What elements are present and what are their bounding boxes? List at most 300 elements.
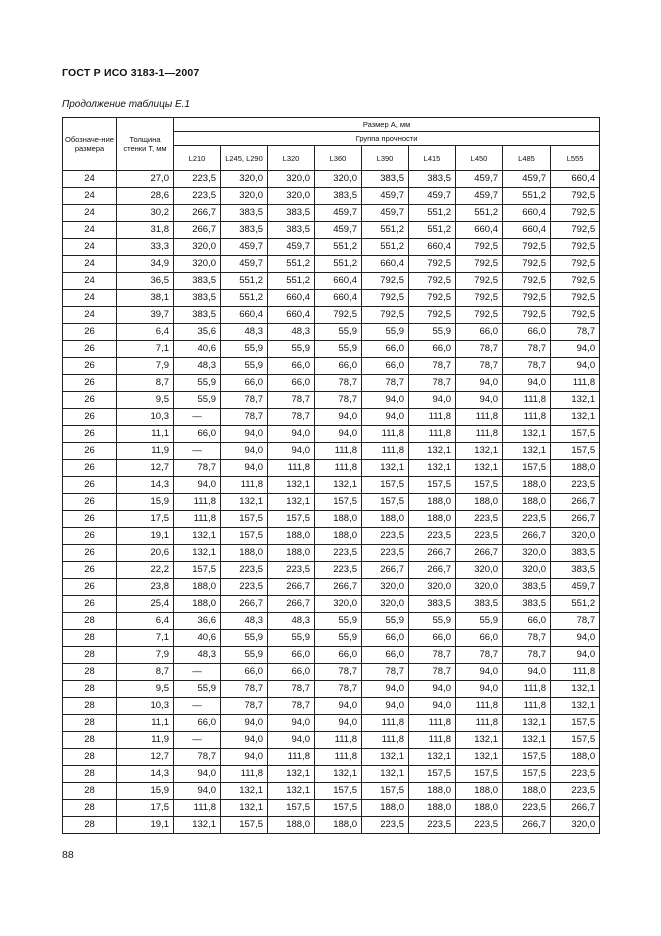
dimension-cell: 223,5	[174, 171, 221, 188]
dimension-cell: 55,9	[221, 358, 268, 375]
dimension-cell: 111,8	[409, 715, 456, 732]
dimension-cell: 94,0	[315, 698, 362, 715]
dimension-cell: 383,5	[268, 205, 315, 222]
wall-thickness-cell: 23,8	[117, 579, 174, 596]
dimension-cell: 223,5	[409, 817, 456, 834]
dimension-cell: 55,9	[409, 324, 456, 341]
header-strength-group: Группа прочности	[174, 132, 600, 146]
dimension-cell: 66,0	[268, 358, 315, 375]
dimension-cell: 132,1	[456, 443, 503, 460]
dimension-cell: 66,0	[362, 358, 409, 375]
table-body	[63, 171, 600, 834]
dimension-cell: 94,0	[174, 783, 221, 800]
dimension-cell: 551,2	[551, 596, 600, 613]
dimension-cell: —	[174, 698, 221, 715]
dimension-cell: 792,5	[315, 307, 362, 324]
dimension-cell: 111,8	[362, 732, 409, 749]
dimension-cell: 66,0	[315, 358, 362, 375]
dimension-cell: 94,0	[551, 341, 600, 358]
dimension-cell: 78,7	[551, 324, 600, 341]
dimension-cell: 459,7	[315, 205, 362, 222]
dimension-cell: 55,9	[456, 613, 503, 630]
dimension-cell: 157,5	[174, 562, 221, 579]
dimension-cell: 792,5	[551, 239, 600, 256]
dimension-cell: 792,5	[551, 205, 600, 222]
dimension-cell: 551,2	[362, 239, 409, 256]
dimension-cell: 132,1	[268, 766, 315, 783]
dimension-cell: 188,0	[551, 460, 600, 477]
dimension-cell: —	[174, 409, 221, 426]
dimension-cell: 94,0	[315, 409, 362, 426]
dimension-cell: 132,1	[503, 715, 551, 732]
dimension-cell: 157,5	[221, 511, 268, 528]
size-designation-cell: 26	[63, 375, 117, 392]
dimension-cell: 383,5	[409, 171, 456, 188]
wall-thickness-cell: 11,1	[117, 715, 174, 732]
size-designation-cell: 26	[63, 477, 117, 494]
dimension-cell: 551,2	[221, 273, 268, 290]
dimension-cell: 94,0	[315, 426, 362, 443]
table-row	[63, 392, 600, 409]
dimension-cell: 188,0	[268, 545, 315, 562]
dimension-cell: 792,5	[456, 290, 503, 307]
table-row	[63, 596, 600, 613]
dimension-cell: 223,5	[551, 783, 600, 800]
size-designation-cell: 26	[63, 341, 117, 358]
dimension-cell: 223,5	[503, 800, 551, 817]
table-row	[63, 290, 600, 307]
dimension-cell: 792,5	[551, 273, 600, 290]
dimension-cell: 660,4	[362, 256, 409, 273]
dimension-cell: 78,7	[268, 681, 315, 698]
table-row	[63, 358, 600, 375]
dimension-cell: 94,0	[315, 715, 362, 732]
dimension-cell: 111,8	[174, 800, 221, 817]
size-designation-cell: 28	[63, 630, 117, 647]
dimension-cell: 660,4	[503, 222, 551, 239]
wall-thickness-cell: 11,9	[117, 443, 174, 460]
dimension-cell: 320,0	[362, 579, 409, 596]
dimension-cell: 94,0	[268, 443, 315, 460]
table-row	[63, 324, 600, 341]
size-table	[62, 117, 600, 834]
dimension-cell: 94,0	[268, 426, 315, 443]
dimension-cell: 111,8	[456, 409, 503, 426]
dimension-cell: 320,0	[268, 188, 315, 205]
dimension-cell: 223,5	[174, 188, 221, 205]
dimension-cell: 94,0	[221, 460, 268, 477]
wall-thickness-cell: 30,2	[117, 205, 174, 222]
dimension-cell: 132,1	[174, 528, 221, 545]
wall-thickness-cell: 39,7	[117, 307, 174, 324]
grade-header: L415	[409, 146, 456, 171]
dimension-cell: 223,5	[503, 511, 551, 528]
dimension-cell: 223,5	[551, 766, 600, 783]
dimension-cell: 266,7	[551, 494, 600, 511]
page-number: 88	[62, 849, 74, 861]
dimension-cell: 111,8	[551, 375, 600, 392]
dimension-cell: 94,0	[174, 766, 221, 783]
dimension-cell: 320,0	[221, 171, 268, 188]
dimension-cell: 266,7	[268, 596, 315, 613]
dimension-cell: 223,5	[362, 528, 409, 545]
dimension-cell: 111,8	[315, 460, 362, 477]
dimension-cell: 223,5	[268, 562, 315, 579]
dimension-cell: 111,8	[503, 681, 551, 698]
dimension-cell: 132,1	[221, 494, 268, 511]
wall-thickness-cell: 8,7	[117, 375, 174, 392]
size-designation-cell: 26	[63, 528, 117, 545]
dimension-cell: 383,5	[456, 596, 503, 613]
dimension-cell: 383,5	[362, 171, 409, 188]
dimension-cell: 792,5	[503, 290, 551, 307]
dimension-cell: 66,0	[503, 613, 551, 630]
table-row	[63, 647, 600, 664]
dimension-cell: 383,5	[174, 290, 221, 307]
dimension-cell: 78,7	[409, 664, 456, 681]
dimension-cell: 188,0	[174, 596, 221, 613]
dimension-cell: 132,1	[221, 783, 268, 800]
dimension-cell: 320,0	[456, 579, 503, 596]
dimension-cell: 66,0	[268, 664, 315, 681]
dimension-cell: 132,1	[551, 392, 600, 409]
dimension-cell: 132,1	[268, 477, 315, 494]
dimension-cell: 78,7	[174, 749, 221, 766]
dimension-cell: 188,0	[456, 783, 503, 800]
table-row	[63, 783, 600, 800]
dimension-cell: 792,5	[503, 307, 551, 324]
dimension-cell: 157,5	[409, 477, 456, 494]
wall-thickness-cell: 10,3	[117, 409, 174, 426]
dimension-cell: 188,0	[268, 528, 315, 545]
dimension-cell: 132,1	[315, 477, 362, 494]
dimension-cell: 111,8	[221, 477, 268, 494]
dimension-cell: 55,9	[221, 647, 268, 664]
dimension-cell: 792,5	[409, 273, 456, 290]
dimension-cell: 48,3	[221, 324, 268, 341]
size-designation-cell: 28	[63, 800, 117, 817]
size-designation-cell: 26	[63, 443, 117, 460]
table-caption: Продолжение таблицы Е.1	[62, 99, 190, 110]
dimension-cell: 111,8	[362, 443, 409, 460]
size-designation-cell: 28	[63, 817, 117, 834]
dimension-cell: 132,1	[362, 749, 409, 766]
dimension-cell: 132,1	[268, 783, 315, 800]
dimension-cell: 132,1	[268, 494, 315, 511]
dimension-cell: 94,0	[268, 715, 315, 732]
size-designation-cell: 28	[63, 698, 117, 715]
dimension-cell: 188,0	[456, 494, 503, 511]
wall-thickness-cell: 15,9	[117, 783, 174, 800]
dimension-cell: 111,8	[456, 426, 503, 443]
dimension-cell: 551,2	[315, 239, 362, 256]
dimension-cell: 111,8	[268, 460, 315, 477]
dimension-cell: 459,7	[456, 171, 503, 188]
dimension-cell: 157,5	[456, 766, 503, 783]
wall-thickness-cell: 36,5	[117, 273, 174, 290]
dimension-cell: 66,0	[268, 647, 315, 664]
dimension-cell: 551,2	[503, 188, 551, 205]
dimension-cell: 459,7	[551, 579, 600, 596]
dimension-cell: 792,5	[551, 222, 600, 239]
size-designation-cell: 26	[63, 545, 117, 562]
dimension-cell: 111,8	[503, 409, 551, 426]
dimension-cell: 66,0	[268, 375, 315, 392]
dimension-cell: 320,0	[362, 596, 409, 613]
table-row	[63, 528, 600, 545]
size-designation-cell: 26	[63, 494, 117, 511]
dimension-cell: 78,7	[503, 358, 551, 375]
dimension-cell: 111,8	[409, 409, 456, 426]
dimension-cell: 55,9	[268, 341, 315, 358]
grade-header: L320	[268, 146, 315, 171]
dimension-cell: 459,7	[409, 188, 456, 205]
dimension-cell: 157,5	[551, 715, 600, 732]
dimension-cell: 78,7	[409, 358, 456, 375]
dimension-cell: 792,5	[362, 290, 409, 307]
table-row	[63, 341, 600, 358]
dimension-cell: 55,9	[362, 613, 409, 630]
dimension-cell: 157,5	[268, 511, 315, 528]
dimension-cell: 78,7	[315, 375, 362, 392]
wall-thickness-cell: 9,5	[117, 392, 174, 409]
table-row	[63, 494, 600, 511]
dimension-cell: 78,7	[409, 375, 456, 392]
grade-header: L245, L290	[221, 146, 268, 171]
dimension-cell: 223,5	[456, 528, 503, 545]
dimension-cell: 94,0	[456, 392, 503, 409]
size-designation-cell: 28	[63, 749, 117, 766]
table-row	[63, 460, 600, 477]
dimension-cell: 66,0	[409, 341, 456, 358]
dimension-cell: 223,5	[456, 817, 503, 834]
dimension-cell: 792,5	[551, 307, 600, 324]
dimension-cell: 459,7	[456, 188, 503, 205]
size-designation-cell: 28	[63, 664, 117, 681]
table-row	[63, 205, 600, 222]
dimension-cell: 551,2	[268, 256, 315, 273]
dimension-cell: 132,1	[456, 749, 503, 766]
dimension-cell: 157,5	[503, 749, 551, 766]
grade-header: L450	[456, 146, 503, 171]
dimension-cell: 383,5	[268, 222, 315, 239]
table-row	[63, 477, 600, 494]
dimension-cell: 78,7	[362, 375, 409, 392]
size-designation-cell: 26	[63, 392, 117, 409]
dimension-cell: 188,0	[268, 817, 315, 834]
dimension-cell: 78,7	[503, 630, 551, 647]
dimension-cell: 111,8	[221, 766, 268, 783]
dimension-cell: 188,0	[409, 783, 456, 800]
dimension-cell: 660,4	[268, 307, 315, 324]
dimension-cell: 132,1	[362, 460, 409, 477]
table-row	[63, 171, 600, 188]
dimension-cell: 78,7	[456, 647, 503, 664]
dimension-cell: 132,1	[409, 460, 456, 477]
dimension-cell: 157,5	[221, 528, 268, 545]
dimension-cell: 55,9	[174, 681, 221, 698]
dimension-cell: 223,5	[221, 579, 268, 596]
grade-header: L485	[503, 146, 551, 171]
wall-thickness-cell: 38,1	[117, 290, 174, 307]
dimension-cell: 66,0	[456, 324, 503, 341]
dimension-cell: 132,1	[503, 443, 551, 460]
size-designation-cell: 26	[63, 426, 117, 443]
dimension-cell: 55,9	[315, 630, 362, 647]
dimension-cell: 132,1	[174, 545, 221, 562]
dimension-cell: 111,8	[456, 698, 503, 715]
wall-thickness-cell: 33,3	[117, 239, 174, 256]
dimension-cell: 660,4	[409, 239, 456, 256]
dimension-cell: 266,7	[268, 579, 315, 596]
dimension-cell: 111,8	[315, 443, 362, 460]
dimension-cell: 551,2	[409, 205, 456, 222]
dimension-cell: 551,2	[456, 205, 503, 222]
dimension-cell: 157,5	[315, 494, 362, 511]
size-designation-cell: 26	[63, 596, 117, 613]
dimension-cell: 266,7	[174, 205, 221, 222]
dimension-cell: 320,0	[409, 579, 456, 596]
dimension-cell: 383,5	[221, 205, 268, 222]
dimension-cell: 132,1	[362, 766, 409, 783]
wall-thickness-cell: 31,8	[117, 222, 174, 239]
dimension-cell: 188,0	[409, 800, 456, 817]
dimension-cell: 78,7	[268, 698, 315, 715]
dimension-cell: 188,0	[315, 511, 362, 528]
dimension-cell: 383,5	[551, 545, 600, 562]
dimension-cell: 383,5	[503, 596, 551, 613]
dimension-cell: 78,7	[221, 409, 268, 426]
dimension-cell: 94,0	[362, 698, 409, 715]
dimension-cell: 78,7	[315, 392, 362, 409]
dimension-cell: 792,5	[362, 307, 409, 324]
dimension-cell: —	[174, 443, 221, 460]
dimension-cell: 94,0	[362, 681, 409, 698]
size-designation-cell: 24	[63, 205, 117, 222]
dimension-cell: 94,0	[409, 698, 456, 715]
dimension-cell: 94,0	[551, 630, 600, 647]
dimension-cell: 157,5	[268, 800, 315, 817]
size-designation-cell: 24	[63, 222, 117, 239]
wall-thickness-cell: 7,1	[117, 630, 174, 647]
dimension-cell: 66,0	[362, 630, 409, 647]
dimension-cell: 188,0	[315, 528, 362, 545]
dimension-cell: 383,5	[174, 273, 221, 290]
dimension-cell: 266,7	[362, 562, 409, 579]
size-designation-cell: 24	[63, 307, 117, 324]
dimension-cell: 188,0	[221, 545, 268, 562]
dimension-cell: 223,5	[409, 528, 456, 545]
dimension-cell: 660,4	[503, 205, 551, 222]
dimension-cell: 48,3	[174, 647, 221, 664]
dimension-cell: 111,8	[503, 392, 551, 409]
wall-thickness-cell: 14,3	[117, 477, 174, 494]
dimension-cell: 223,5	[221, 562, 268, 579]
grade-header: L210	[174, 146, 221, 171]
dimension-cell: 383,5	[503, 579, 551, 596]
dimension-cell: 111,8	[456, 715, 503, 732]
table-row	[63, 562, 600, 579]
size-designation-cell: 26	[63, 460, 117, 477]
size-designation-cell: 24	[63, 256, 117, 273]
dimension-cell: 223,5	[315, 562, 362, 579]
dimension-cell: 266,7	[315, 579, 362, 596]
wall-thickness-cell: 17,5	[117, 511, 174, 528]
dimension-cell: 157,5	[503, 766, 551, 783]
dimension-cell: 157,5	[551, 443, 600, 460]
dimension-cell: 459,7	[221, 239, 268, 256]
dimension-cell: 94,0	[409, 681, 456, 698]
table-row	[63, 817, 600, 834]
dimension-cell: 132,1	[456, 460, 503, 477]
dimension-cell: 78,7	[362, 664, 409, 681]
table-row	[63, 613, 600, 630]
dimension-cell: 111,8	[503, 698, 551, 715]
table-row	[63, 256, 600, 273]
dimension-cell: 266,7	[456, 545, 503, 562]
table-row	[63, 766, 600, 783]
wall-thickness-cell: 15,9	[117, 494, 174, 511]
dimension-cell: 320,0	[268, 171, 315, 188]
dimension-cell: 66,0	[221, 375, 268, 392]
wall-thickness-cell: 9,5	[117, 681, 174, 698]
dimension-cell: 459,7	[268, 239, 315, 256]
dimension-cell: 94,0	[456, 681, 503, 698]
dimension-cell: 132,1	[551, 681, 600, 698]
dimension-cell: 459,7	[503, 171, 551, 188]
dimension-cell: 78,7	[409, 647, 456, 664]
wall-thickness-cell: 22,2	[117, 562, 174, 579]
dimension-cell: 188,0	[409, 511, 456, 528]
document-title: ГОСТ Р ИСО 3183-1—2007	[62, 67, 200, 79]
wall-thickness-cell: 11,1	[117, 426, 174, 443]
dimension-cell: 266,7	[503, 528, 551, 545]
dimension-cell: 320,0	[503, 562, 551, 579]
dimension-cell: 48,3	[174, 358, 221, 375]
size-designation-cell: 28	[63, 647, 117, 664]
dimension-cell: 94,0	[174, 477, 221, 494]
wall-thickness-cell: 28,6	[117, 188, 174, 205]
size-designation-cell: 26	[63, 358, 117, 375]
dimension-cell: 266,7	[409, 545, 456, 562]
dimension-cell: 188,0	[456, 800, 503, 817]
size-designation-cell: 28	[63, 613, 117, 630]
size-designation-cell: 28	[63, 681, 117, 698]
dimension-cell: 66,0	[174, 426, 221, 443]
dimension-cell: 55,9	[221, 630, 268, 647]
wall-thickness-cell: 34,9	[117, 256, 174, 273]
dimension-cell: 111,8	[174, 511, 221, 528]
dimension-cell: 55,9	[362, 324, 409, 341]
dimension-cell: 94,0	[551, 647, 600, 664]
dimension-cell: 94,0	[456, 375, 503, 392]
dimension-cell: 48,3	[268, 613, 315, 630]
table-row	[63, 681, 600, 698]
dimension-cell: 320,0	[503, 545, 551, 562]
dimension-cell: 266,7	[503, 817, 551, 834]
table-row	[63, 188, 600, 205]
table-row	[63, 273, 600, 290]
dimension-cell: 157,5	[362, 477, 409, 494]
dimension-cell: 55,9	[315, 613, 362, 630]
dimension-cell: 40,6	[174, 630, 221, 647]
dimension-cell: 792,5	[551, 188, 600, 205]
dimension-cell: 55,9	[221, 341, 268, 358]
dimension-cell: 111,8	[268, 749, 315, 766]
dimension-cell: 157,5	[409, 766, 456, 783]
dimension-cell: 459,7	[315, 222, 362, 239]
dimension-cell: 55,9	[268, 630, 315, 647]
